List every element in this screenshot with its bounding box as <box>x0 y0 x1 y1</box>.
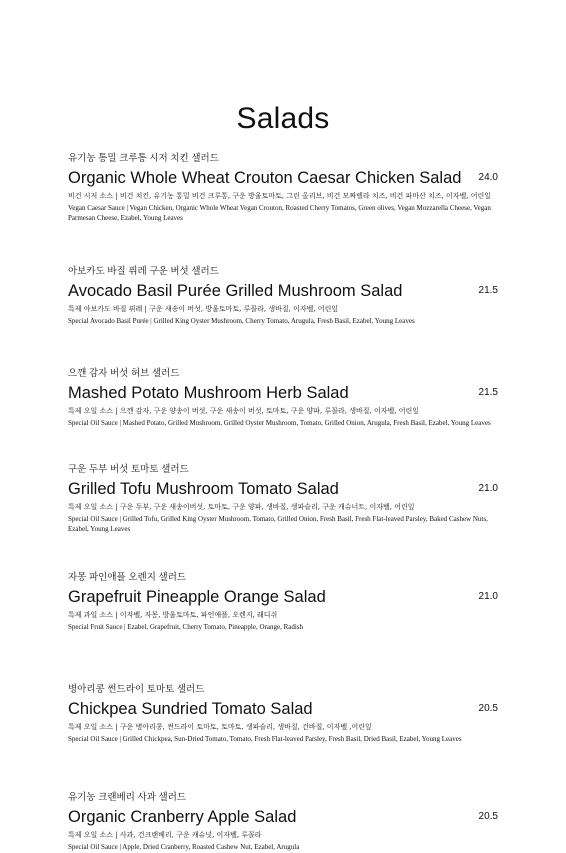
item-name-korean: 병아리콩 썬드라이 토마토 샐러드 <box>68 683 205 695</box>
item-title-row <box>68 587 498 607</box>
item-title-row <box>68 807 498 827</box>
menu-item-grapefruit-salad <box>68 571 498 633</box>
item-description-english: Special Oil Sauce | Grilled Chickpea, Sun-Dried Tomato, Tomato, Fresh Flat-leaved Parsley, Fresh Basil, Dried Basil, Ezabel, Young Leaves <box>68 734 462 743</box>
menu-item-cranberry-apple-salad <box>68 791 498 853</box>
item-description-korean: 비건 시저 소스 | 비건 치킨, 유기농 통밀 비건 크루통, 구운 방울토마토, 그린 올리브, 비건 모짜렐라 치즈, 비건 파마산 치즈, 이자벨, 어린잎 <box>68 192 492 200</box>
item-price: 21.0 <box>478 483 498 494</box>
page-title: Salads <box>236 102 330 135</box>
item-description-english: Special Fruit Sauce | Ezabel, Grapefruit, Cherry Tomato, Pineapple, Orange, Radish <box>68 623 304 631</box>
item-name: Organic Cranberry Apple Salad <box>68 808 297 826</box>
item-name: Chickpea Sundried Tomato Salad <box>68 699 313 718</box>
item-name-korean: 으깬 감자 버섯 허브 샐러드 <box>68 367 180 379</box>
item-name: Organic Whole Wheat Crouton Caesar Chicken Salad <box>68 169 462 187</box>
item-name-korean: 자몽 파인애플 오렌지 샐러드 <box>68 572 187 583</box>
item-name-korean: 아보카도 바질 퓌레 구운 버섯 샐러드 <box>68 266 219 277</box>
item-price: 21.5 <box>478 285 498 296</box>
item-title-row <box>68 383 498 403</box>
item-price: 24.0 <box>478 172 498 183</box>
salad-menu-list <box>68 152 498 853</box>
item-description-english: Special Oil Sauce | Grilled Tofu, Grilled King Oyster Mushroom, Tomato, Grilled Onion, Fresh Basil, Fresh Flat-leaved Parsley, Baked Cashew Nuts, Ezabel, Young Leaves <box>68 515 488 533</box>
item-name: Avocado Basil Purée Grilled Mushroom Salad <box>68 282 403 300</box>
item-description-english: Special Oil Sauce | Mashed Potato, Grilled Mushroom, Grilled Oyster Mushroom, Tomato, Grilled Onion, Arugula, Fresh Basil, Ezabel, Young Leaves <box>68 418 491 427</box>
item-description-korean: 특제 오일 소스 | 으깬 감자, 구운 양송이 버섯, 구운 새송이 버섯, 토마토, 구운 양파, 루꼴라, 생바질, 이자벨, 어린잎 <box>68 406 419 415</box>
menu-item-avocado-basil-salad <box>68 265 498 327</box>
item-price: 21.0 <box>478 591 498 602</box>
item-price: 20.5 <box>478 811 498 822</box>
item-description-korean: 특제 오일 소스 | 구운 두부, 구운 새송이버섯, 토마토, 구운 양파, 생바질, 생파슬리, 구운 캐슈너트, 이자벨, 어린잎 <box>68 503 415 511</box>
item-title-row <box>68 479 498 499</box>
item-description-english: Vegan Caesar Sauce | Vegan Chicken, Organic Whole Wheat Vegan Crouton, Roasted Cherry Tomatos, Green olives, Vegan Mozzarella Cheese, Vegan Parmesan Cheese, Ezabel, Young Leaves <box>68 204 491 222</box>
item-description-korean: 특제 오일 소스 | 구운 병아리콩, 썬드라이 토마토, 토마토, 생파슬리, 생바질, 건바질, 이자벨 ,어린잎 <box>68 722 372 731</box>
item-title-row <box>68 699 498 719</box>
item-description-korean: 특제 과일 소스 | 이자벨, 자몽, 방울토마토, 파인애플, 오렌지, 래디쉬 <box>68 611 278 619</box>
item-name: Mashed Potato Mushroom Herb Salad <box>68 383 349 402</box>
item-name: Grapefruit Pineapple Orange Salad <box>68 588 326 606</box>
item-description-english: Special Oil Sauce | Apple, Dried Cranberry, Roasted Cashew Nut, Ezabel, Arugula <box>68 843 300 851</box>
menu-item-caesar-chicken-salad <box>68 152 498 223</box>
item-title-row <box>68 168 498 188</box>
menu-item-chickpea-salad <box>68 683 498 745</box>
menu-item-mashed-potato-salad <box>68 367 498 429</box>
item-title-row <box>68 281 498 301</box>
item-price: 20.5 <box>478 702 498 714</box>
item-name-korean: 구운 두부 버섯 토마토 샐러드 <box>68 464 189 475</box>
item-price: 21.5 <box>478 386 498 398</box>
item-name-korean: 유기농 크랜베리 사과 샐러드 <box>68 792 187 803</box>
item-name-korean: 유기농 통밀 크루통 시저 치킨 샐러드 <box>68 153 219 164</box>
item-description-english: Special Avocado Basil Purée | Grilled King Oyster Mushroom, Cherry Tomato, Arugula, Fresh Basil, Ezabel, Young Leaves <box>68 317 415 325</box>
item-description-korean: 특제 아보카도 바질 퓌레 | 구운 새송이 버섯, 방울토마토, 루꼴라, 생바질, 이자벨, 어린잎 <box>68 305 339 313</box>
item-description-korean: 특제 오일 소스 | 사과, 건크랜베리, 구운 캐슈넛, 이자벨, 루꼴라 <box>68 831 262 839</box>
menu-item-grilled-tofu-salad <box>68 463 498 534</box>
item-name: Grilled Tofu Mushroom Tomato Salad <box>68 480 339 498</box>
